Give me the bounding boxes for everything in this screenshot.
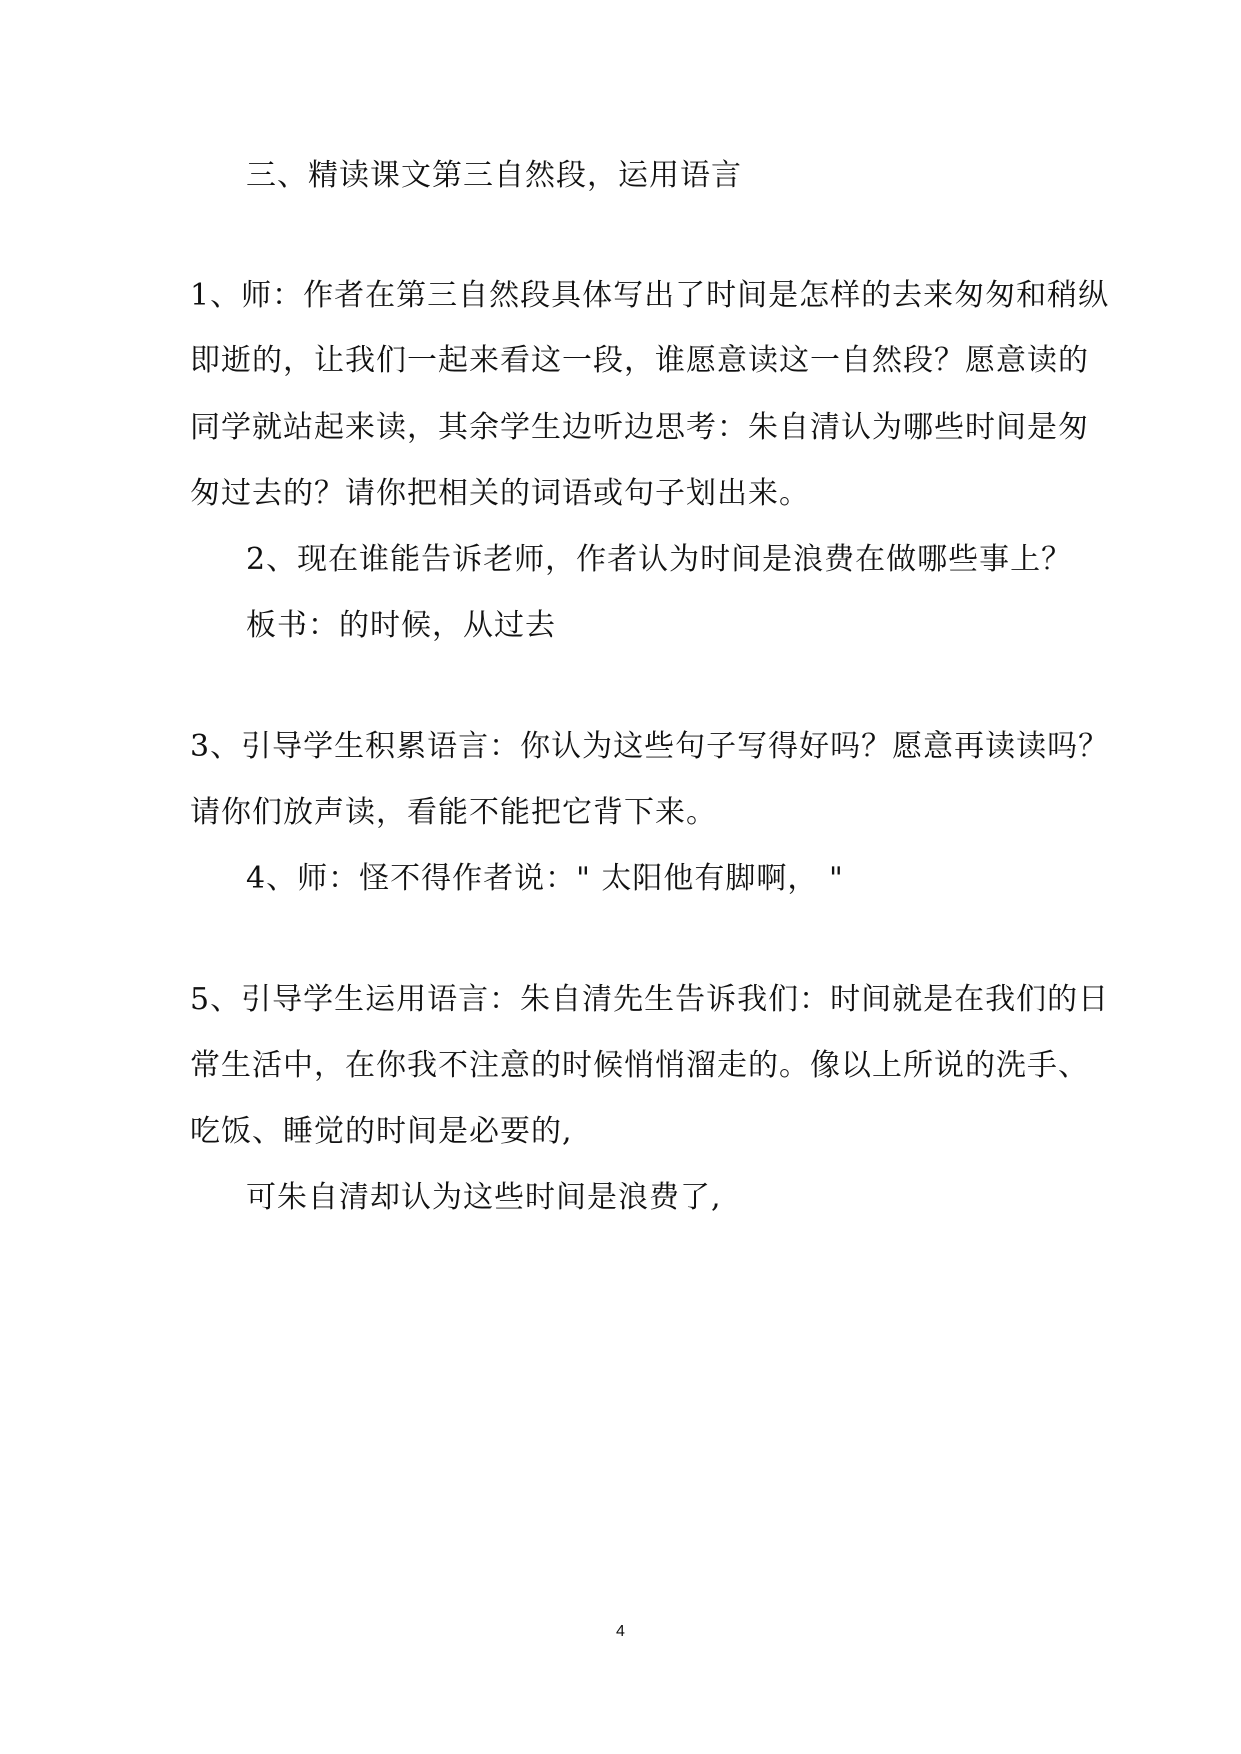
paragraph-3-line-1: 3、引导学生积累语言：你认为这些句子写得好吗？愿意再读读吗？ (190, 729, 1110, 764)
paragraph-1-line-1: 1、师：作者在第三自然段具体写出了时间是怎样的去来匆匆和稍纵 (190, 278, 1110, 313)
paragraph-4: 4、师：怪不得作者说：" 太阳他有脚啊， " (246, 861, 844, 896)
blackboard-note: 板书：的时候，从过去 (246, 608, 556, 643)
paragraph-5-line-1: 5、引导学生运用语言：朱自清先生告诉我们：时间就是在我们的日 (190, 982, 1110, 1017)
paragraph-1-line-3: 同学就站起来读，其余学生边听边思考：朱自清认为哪些时间是匆 (190, 410, 1089, 445)
paragraph-1-line-4: 匆过去的？请你把相关的词语或句子划出来。 (190, 476, 810, 511)
paragraph-5-line-2: 常生活中，在你我不注意的时候悄悄溜走的。像以上所说的洗手、 (190, 1048, 1089, 1083)
paragraph-6: 可朱自清却认为这些时间是浪费了, (246, 1180, 722, 1215)
section-heading: 三、精读课文第三自然段，运用语言 (246, 158, 742, 193)
paragraph-3-line-2: 请你们放声读，看能不能把它背下来。 (190, 795, 717, 830)
paragraph-1-line-2: 即逝的，让我们一起来看这一段，谁愿意读这一自然段？愿意读的 (190, 343, 1089, 378)
paragraph-5-line-3: 吃饭、睡觉的时间是必要的, (190, 1114, 573, 1149)
page-number: 4 (616, 1623, 625, 1640)
paragraph-2: 2、现在谁能告诉老师，作者认为时间是浪费在做哪些事上？ (246, 542, 1073, 577)
